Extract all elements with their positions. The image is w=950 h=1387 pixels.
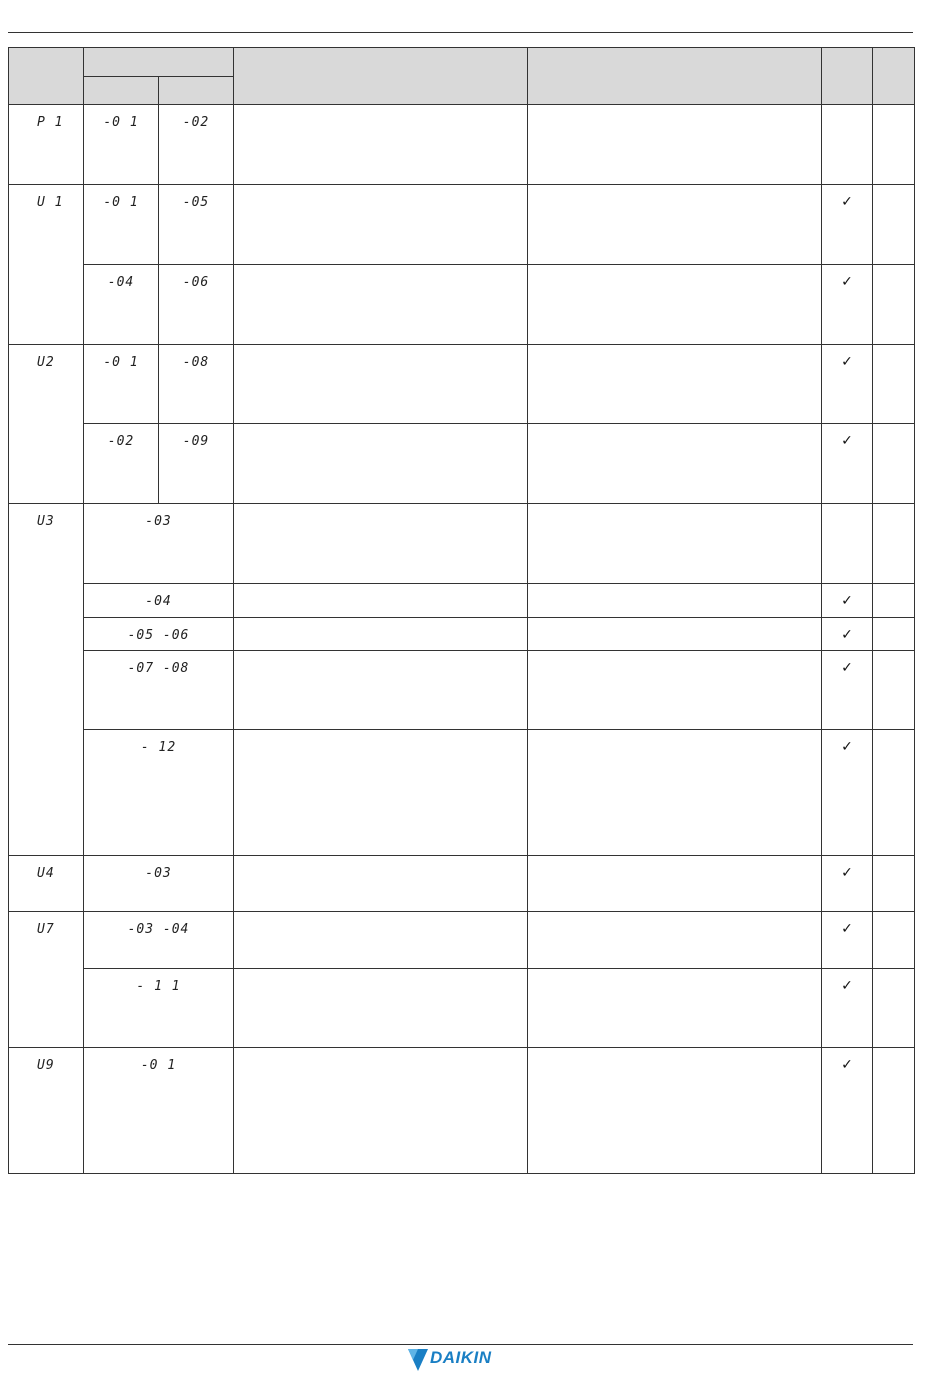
sub-code: -0 1 (84, 1048, 234, 1174)
header-cell (9, 48, 84, 105)
description-cell (234, 912, 528, 969)
description-cell (234, 504, 528, 584)
extra-cell (873, 618, 915, 651)
check-mark-icon: ✓ (822, 856, 873, 912)
table-row (9, 1048, 915, 1174)
sub-code: -05 (159, 185, 234, 265)
sub-code: -0 1 (84, 105, 159, 185)
description-cell (234, 345, 528, 424)
header-cell (234, 48, 528, 105)
description-cell (234, 856, 528, 912)
remedy-cell (528, 185, 822, 265)
description-cell (234, 651, 528, 730)
remedy-cell (528, 265, 822, 345)
remedy-cell (528, 651, 822, 730)
table-row (9, 584, 915, 618)
check-mark-icon: ✓ (822, 618, 873, 651)
remedy-cell (528, 912, 822, 969)
sub-code: -0 1 (84, 345, 159, 424)
description-cell (234, 618, 528, 651)
table-row (9, 969, 915, 1048)
sub-code: -02 (84, 424, 159, 504)
header-cell (159, 77, 234, 105)
check-mark-icon: ✓ (822, 345, 873, 424)
description-cell (234, 424, 528, 504)
table-row (9, 912, 915, 969)
table-row (9, 265, 915, 345)
table-row (9, 345, 915, 424)
main-code: P 1 (9, 105, 84, 185)
check-mark-icon: ✓ (822, 1048, 873, 1174)
remedy-cell (528, 856, 822, 912)
extra-cell (873, 1048, 915, 1174)
description-cell (234, 730, 528, 856)
check-mark-icon: ✓ (822, 584, 873, 618)
check-mark-icon: ✓ (822, 651, 873, 730)
remedy-cell (528, 969, 822, 1048)
sub-code: - 1 1 (84, 969, 234, 1048)
check-mark-icon: ✓ (822, 912, 873, 969)
table-row (9, 730, 915, 856)
sub-code: -03 -04 (84, 912, 234, 969)
remedy-cell (528, 504, 822, 584)
daikin-logo (408, 1348, 518, 1372)
remedy-cell (528, 730, 822, 856)
main-code: U7 (9, 912, 84, 1048)
remedy-cell (528, 105, 822, 185)
sub-code: -03 (84, 504, 234, 584)
sub-code: -04 (84, 265, 159, 345)
sub-code: -09 (159, 424, 234, 504)
sub-code: -07 -08 (84, 651, 234, 730)
sub-code: -04 (84, 584, 234, 618)
error-code-table (8, 47, 915, 1174)
sub-code: - 12 (84, 730, 234, 856)
main-code: U2 (9, 345, 84, 504)
main-code: U 1 (9, 185, 84, 345)
extra-cell (873, 424, 915, 504)
main-code: U3 (9, 504, 84, 856)
extra-cell (873, 105, 915, 185)
description-cell (234, 105, 528, 185)
extra-cell (873, 856, 915, 912)
main-code: U9 (9, 1048, 84, 1174)
remedy-cell (528, 584, 822, 618)
extra-cell (873, 265, 915, 345)
sub-code: -06 (159, 265, 234, 345)
remedy-cell (528, 1048, 822, 1174)
description-cell (234, 185, 528, 265)
sub-code: -05 -06 (84, 618, 234, 651)
sub-code: -0 1 (84, 185, 159, 265)
table-row (9, 618, 915, 651)
table-row (9, 856, 915, 912)
description-cell (234, 1048, 528, 1174)
sub-code: -08 (159, 345, 234, 424)
extra-cell (873, 584, 915, 618)
sub-code: -02 (159, 105, 234, 185)
header-cell (528, 48, 822, 105)
table-row (9, 105, 915, 185)
main-code: U4 (9, 856, 84, 912)
extra-cell (873, 185, 915, 265)
brand-name: DAIKIN (430, 1348, 492, 1367)
table-row (9, 504, 915, 584)
daikin-logo-mark-icon (408, 1349, 428, 1371)
top-rule (8, 32, 913, 33)
header-cell (873, 48, 915, 105)
check-cell (822, 504, 873, 584)
description-cell (234, 969, 528, 1048)
header-cell (84, 77, 159, 105)
extra-cell (873, 345, 915, 424)
check-mark-icon: ✓ (822, 185, 873, 265)
remedy-cell (528, 424, 822, 504)
check-mark-icon: ✓ (822, 265, 873, 345)
check-mark-icon: ✓ (822, 730, 873, 856)
table-row (9, 424, 915, 504)
table-row (9, 185, 915, 265)
check-mark-icon: ✓ (822, 969, 873, 1048)
extra-cell (873, 969, 915, 1048)
bottom-rule (8, 1344, 913, 1345)
extra-cell (873, 651, 915, 730)
description-cell (234, 584, 528, 618)
description-cell (234, 265, 528, 345)
sub-code: -03 (84, 856, 234, 912)
table-row (9, 651, 915, 730)
remedy-cell (528, 345, 822, 424)
extra-cell (873, 504, 915, 584)
header-cell (84, 48, 234, 77)
check-cell (822, 105, 873, 185)
remedy-cell (528, 618, 822, 651)
extra-cell (873, 912, 915, 969)
check-mark-icon: ✓ (822, 424, 873, 504)
extra-cell (873, 730, 915, 856)
header-cell (822, 48, 873, 105)
